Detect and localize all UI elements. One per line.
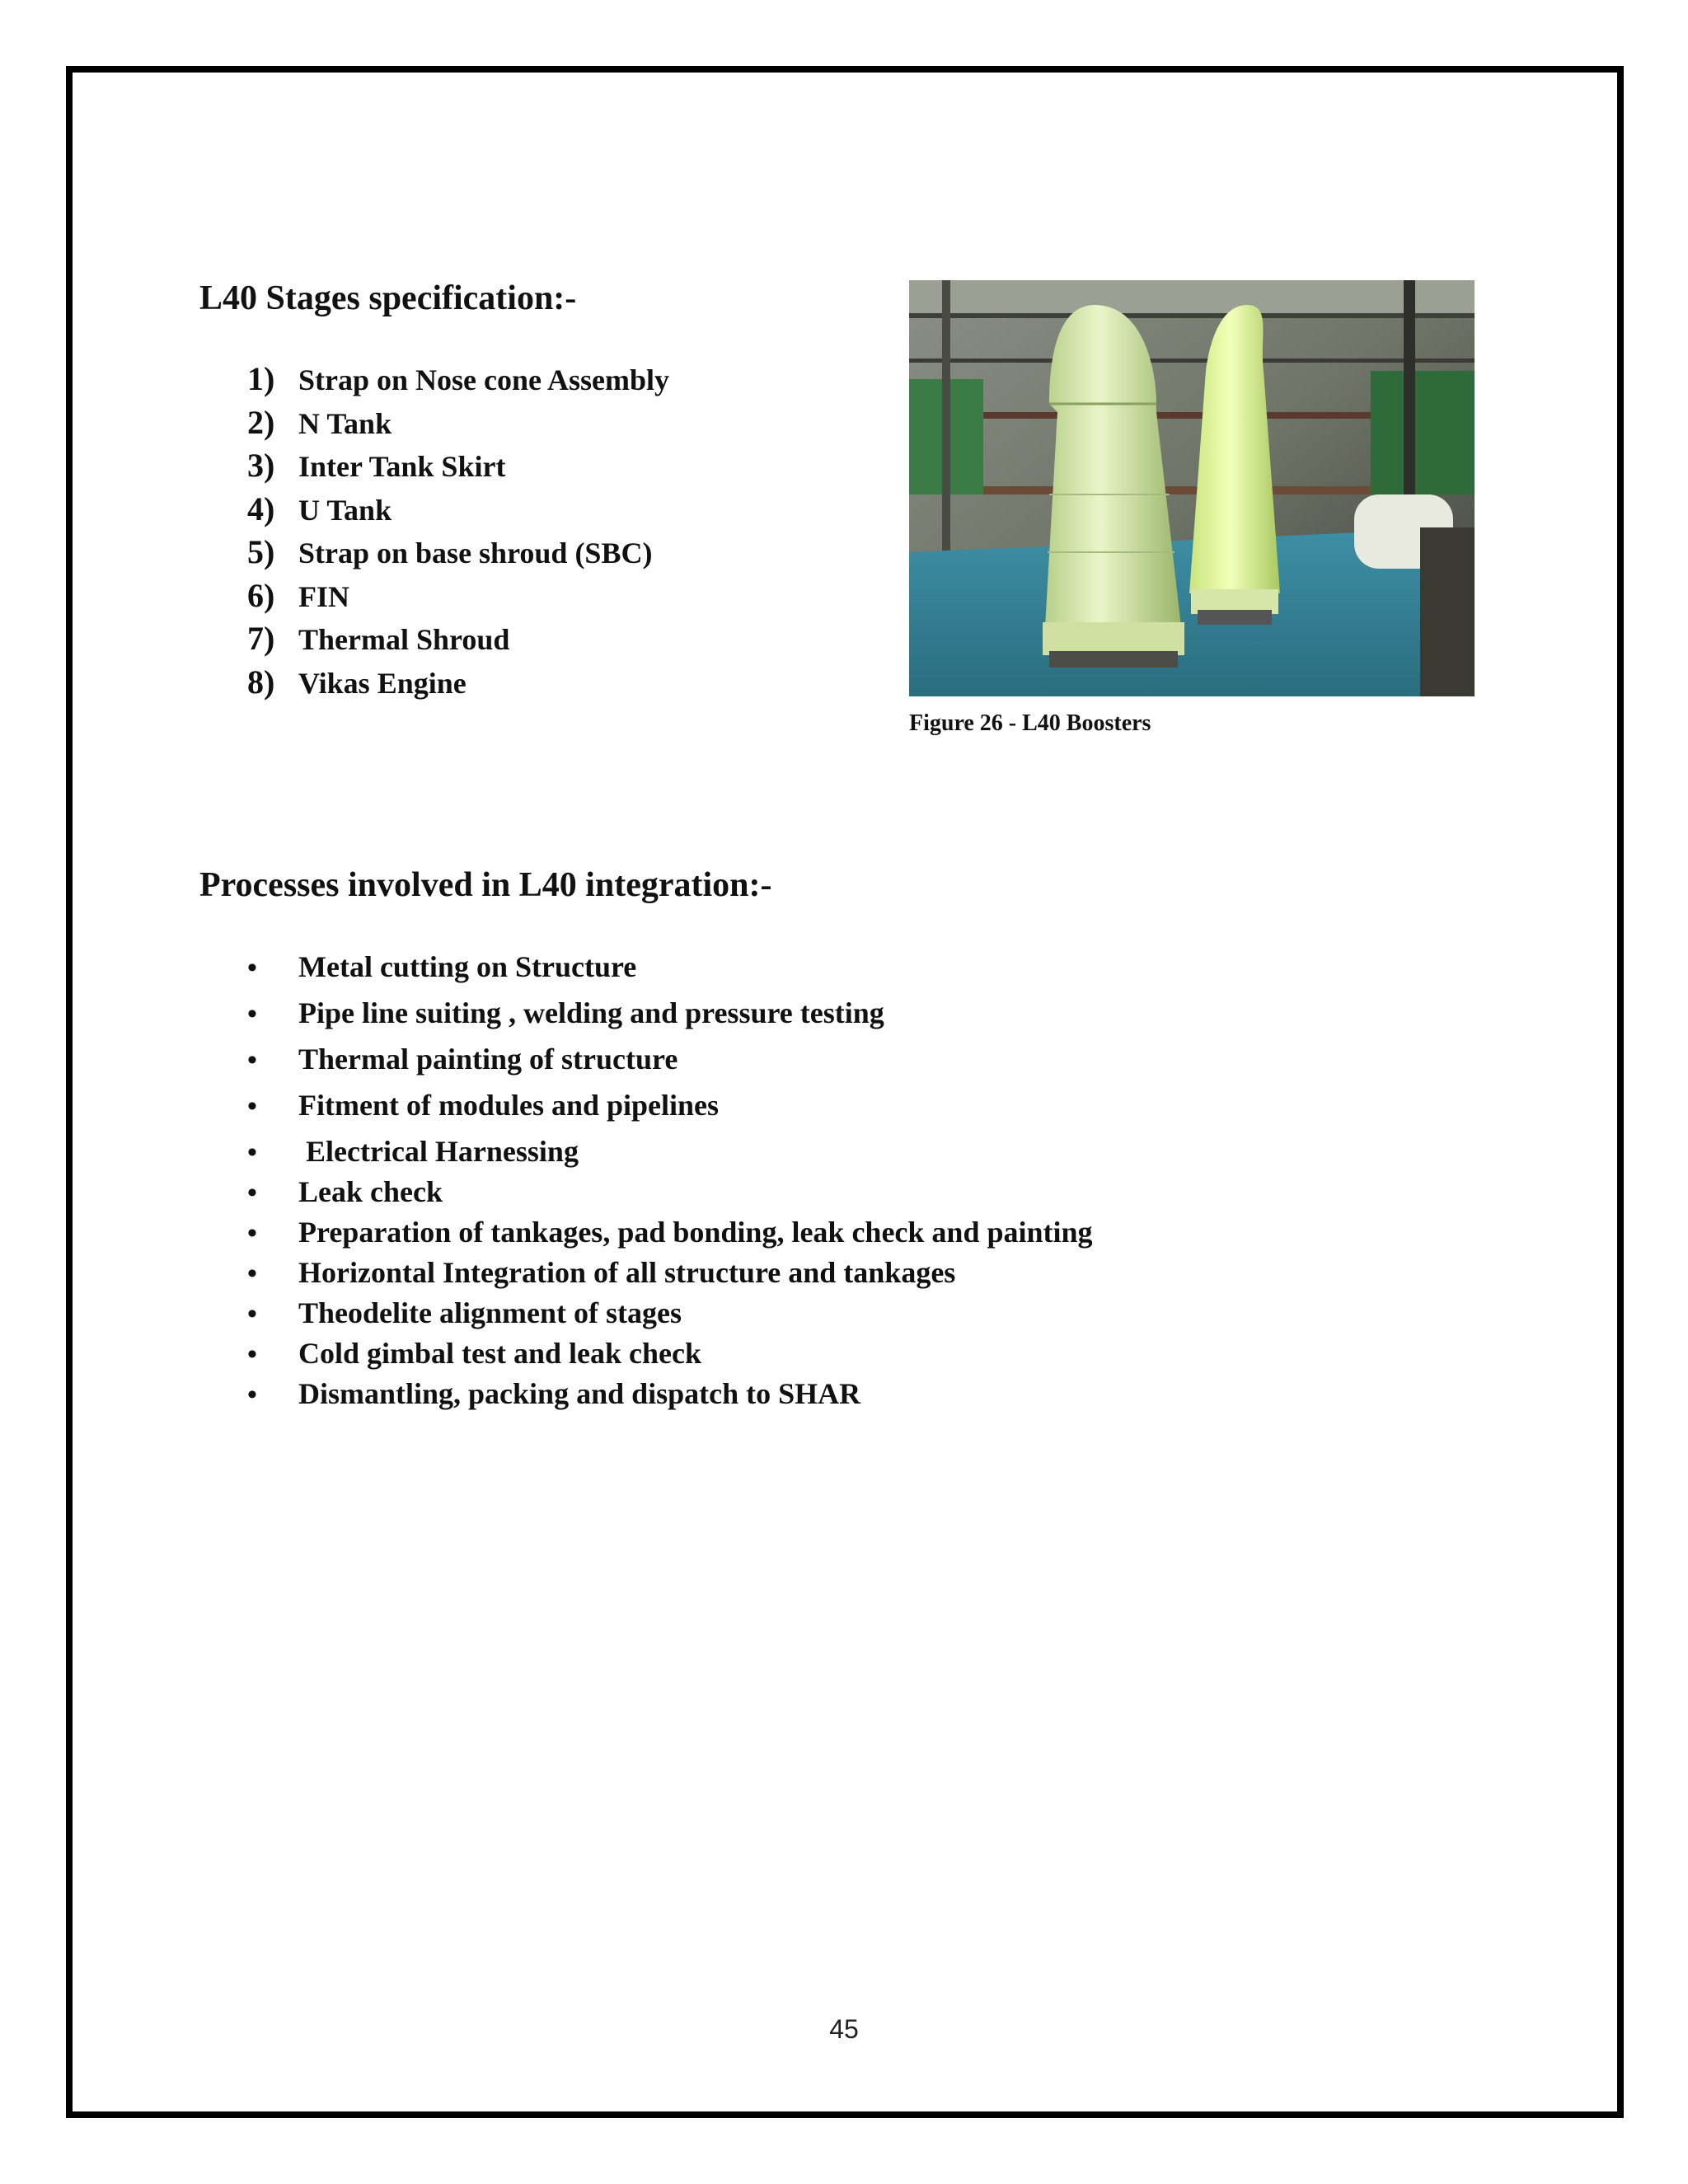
list-item <box>247 1088 1093 1134</box>
stages-title: L40 Stages specification:- <box>199 279 577 317</box>
bullet: • <box>247 999 257 1029</box>
item-text: Thermal Shroud <box>298 623 510 656</box>
bullet: • <box>247 1045 257 1076</box>
bullet: • <box>247 1339 257 1370</box>
item-text: FIN <box>298 579 349 613</box>
list-item <box>247 1215 1093 1255</box>
item-text: Fitment of modules and pipelines <box>298 1089 720 1122</box>
processes-list <box>247 949 1093 1417</box>
item-number: 6) <box>247 576 275 614</box>
list-item <box>247 1255 1093 1296</box>
list-item <box>247 490 669 533</box>
item-text: U Tank <box>298 493 392 527</box>
list-item <box>247 663 669 706</box>
item-text: Strap on base shroud (SBC) <box>298 537 653 569</box>
item-text: Preparation of tankages, pad bonding, leak check and painting <box>298 1216 1093 1249</box>
bullet: • <box>247 953 257 983</box>
item-text: Dismantling, packing and dispatch to SHAR <box>298 1377 861 1410</box>
list-item <box>247 996 1093 1042</box>
item-text: Cold gimbal test and leak check <box>298 1337 702 1370</box>
item-text: Vikas Engine <box>298 666 467 700</box>
item-number: 5) <box>247 533 275 570</box>
list-item <box>247 1134 1093 1174</box>
list-item <box>247 1296 1093 1336</box>
bullet: • <box>247 1380 257 1410</box>
item-number: 3) <box>247 447 275 484</box>
bullet: • <box>247 1299 257 1329</box>
processes-title: Processes involved in L40 integration:- <box>199 866 772 904</box>
list-item <box>247 359 669 403</box>
list-item <box>247 949 1093 996</box>
item-number: 4) <box>247 490 275 527</box>
item-text: Leak check <box>298 1175 443 1208</box>
item-number: 7) <box>247 620 275 657</box>
figure-caption: Figure 26 - L40 Boosters <box>909 710 1151 736</box>
item-number: 2) <box>247 403 275 441</box>
item-number: 1) <box>247 360 275 397</box>
bullet: • <box>247 1091 257 1122</box>
item-text: Metal cutting on Structure <box>298 950 637 983</box>
boosters-photo <box>909 280 1475 696</box>
item-text: Pipe line suiting , welding and pressure testing <box>298 996 884 1029</box>
list-item <box>247 403 669 447</box>
item-text: Horizontal Integration of all structure and tankages <box>298 1256 956 1289</box>
list-item <box>247 576 669 620</box>
list-item <box>247 532 669 576</box>
list-item <box>247 1042 1093 1088</box>
item-text: Inter Tank Skirt <box>298 450 506 483</box>
list-item <box>247 619 669 663</box>
item-number: 8) <box>247 663 275 701</box>
item-text: N Tank <box>298 406 392 440</box>
item-text: Theodelite alignment of stages <box>298 1296 682 1329</box>
item-text: Strap on Nose cone Assembly <box>298 363 670 396</box>
bullet: • <box>247 1258 257 1289</box>
list-item <box>247 1336 1093 1376</box>
item-text: Thermal painting of structure <box>298 1043 678 1076</box>
list-item <box>247 446 669 490</box>
booster-figure <box>909 280 1475 696</box>
item-text: Electrical Harnessing <box>298 1135 579 1168</box>
list-item <box>247 1376 1093 1417</box>
page-number: 45 <box>829 2014 859 2044</box>
bullet: • <box>247 1178 257 1208</box>
bullet: • <box>247 1137 257 1168</box>
list-item <box>247 1174 1093 1215</box>
stages-list <box>247 359 669 705</box>
bullet: • <box>247 1218 257 1249</box>
